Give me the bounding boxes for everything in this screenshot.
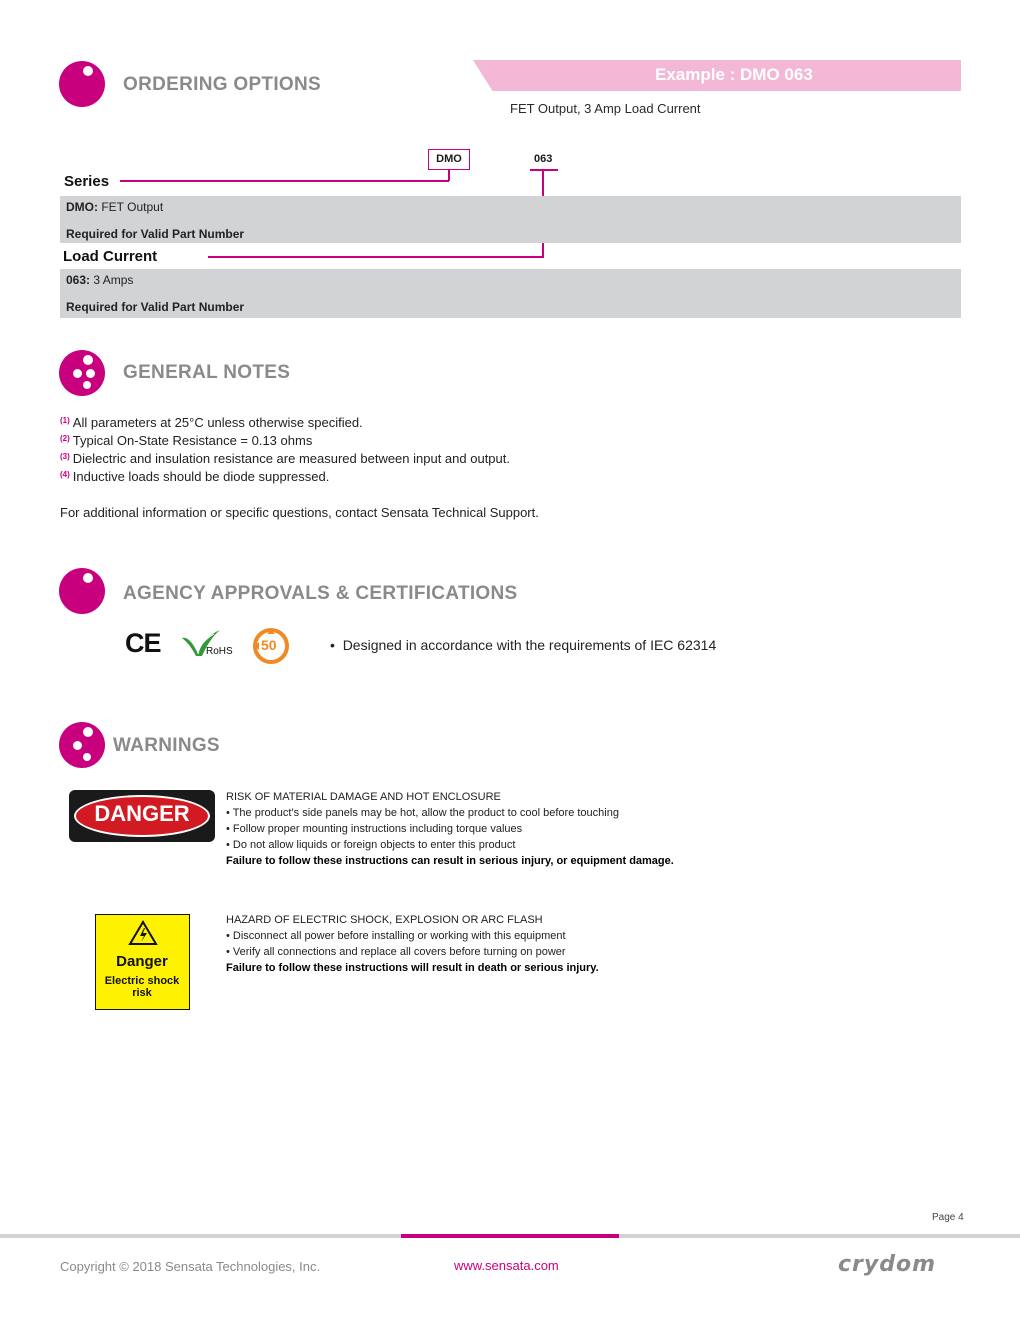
page-number: Page 4 (932, 1212, 964, 1223)
agency-statement: • Designed in accordance with the requirements of IEC 62314 (330, 637, 717, 653)
general-notes-title: GENERAL NOTES (123, 362, 291, 383)
series-label: Series (64, 173, 110, 190)
series-option: DMO: FET Output (66, 200, 164, 214)
china-rohs-50-icon: 50 (253, 628, 289, 664)
series-connector-horizontal (120, 180, 449, 182)
footer-rule-accent (401, 1234, 619, 1238)
rohs-leaf-icon: RoHS (180, 628, 236, 660)
section-bullet-icon (59, 350, 105, 396)
contact-note: For additional information or specific questions, contact Sensata Technical Support. (60, 505, 539, 520)
current-option: 063: 3 Amps (66, 273, 134, 287)
footer-rule-right (619, 1234, 1020, 1238)
section-bullet-icon (59, 722, 105, 768)
note-item: $^{(3)}$ Dielectric and insulation resistance are measured between input and output. (60, 451, 510, 466)
current-required: Required for Valid Part Number (66, 300, 245, 314)
footer-copyright: Copyright © 2018 Sensata Technologies, Inc. (60, 1259, 321, 1274)
example-subtitle: FET Output, 3 Amp Load Current (510, 101, 701, 116)
section-bullet-icon (59, 568, 105, 614)
code-current-underline (530, 169, 558, 171)
danger-sign-icon: DANGER (69, 790, 215, 842)
note-item: $^{(4)}$ Inductive loads should be diode suppressed. (60, 469, 330, 484)
electric-shock-sign-icon: Danger Electric shock risk (95, 914, 190, 1010)
ordering-options-title: ORDERING OPTIONS (123, 74, 321, 95)
note-item: $^{(2)}$ Typical On-State Resistance = 0.13 ohms (60, 433, 313, 448)
agency-approvals-title: AGENCY APPROVALS & CERTIFICATIONS (123, 583, 518, 604)
note-item: $^{(1)}$ All parameters at 25°C unless otherwise specified. (60, 415, 363, 430)
code-series-box: DMO (428, 149, 470, 170)
warning-block-electric-shock: HAZARD OF ELECTRIC SHOCK, EXPLOSION OR ARC FLASH • Disconnect all power before installing or working with this equipment • Verify all connections and replace all covers before turning on power Failure to follow these instructions will result in death or serious injury. (226, 914, 599, 974)
current-connector-horizontal (208, 256, 544, 258)
footer-rule-left (0, 1234, 401, 1238)
crydom-logo: crydom (838, 1252, 937, 1277)
series-required: Required for Valid Part Number (66, 227, 245, 241)
ce-mark-icon: CE (125, 628, 161, 658)
footer-website-link[interactable]: www.sensata.com (454, 1258, 559, 1273)
load-current-label: Load Current (63, 248, 158, 265)
code-current-label: 063 (534, 153, 553, 165)
section-bullet-icon (59, 61, 105, 107)
warnings-title: WARNINGS (113, 735, 220, 756)
warning-block-hot-enclosure: RISK OF MATERIAL DAMAGE AND HOT ENCLOSURE • The product’s side panels may be hot, allow the product to cool before touching • Follow proper mounting instructions including torque values • Do not allow liquids or foreign objects to enter this product Failure to follow these instructions can result in serious injury, or equipment damage. (226, 791, 674, 867)
example-title: Example : DMO 063 (655, 65, 813, 84)
